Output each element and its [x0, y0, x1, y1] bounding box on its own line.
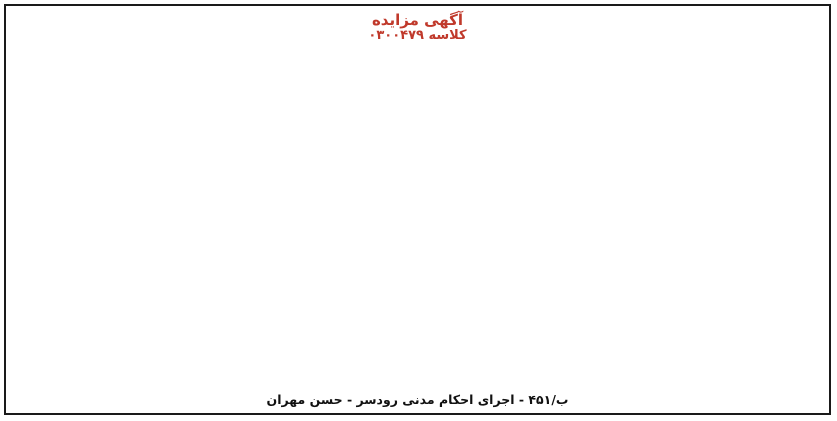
auction-notice	[4, 4, 831, 415]
notice-body	[20, 48, 815, 390]
file-number: کلاسه ۰۳۰۰۴۷۹	[368, 28, 467, 44]
notice-header	[20, 12, 815, 44]
notice-title: آگهی مزایده	[371, 11, 464, 29]
signature-line: ب/۴۵۱ - اجرای احکام مدنی رودسر - حسن مهران	[266, 392, 569, 407]
